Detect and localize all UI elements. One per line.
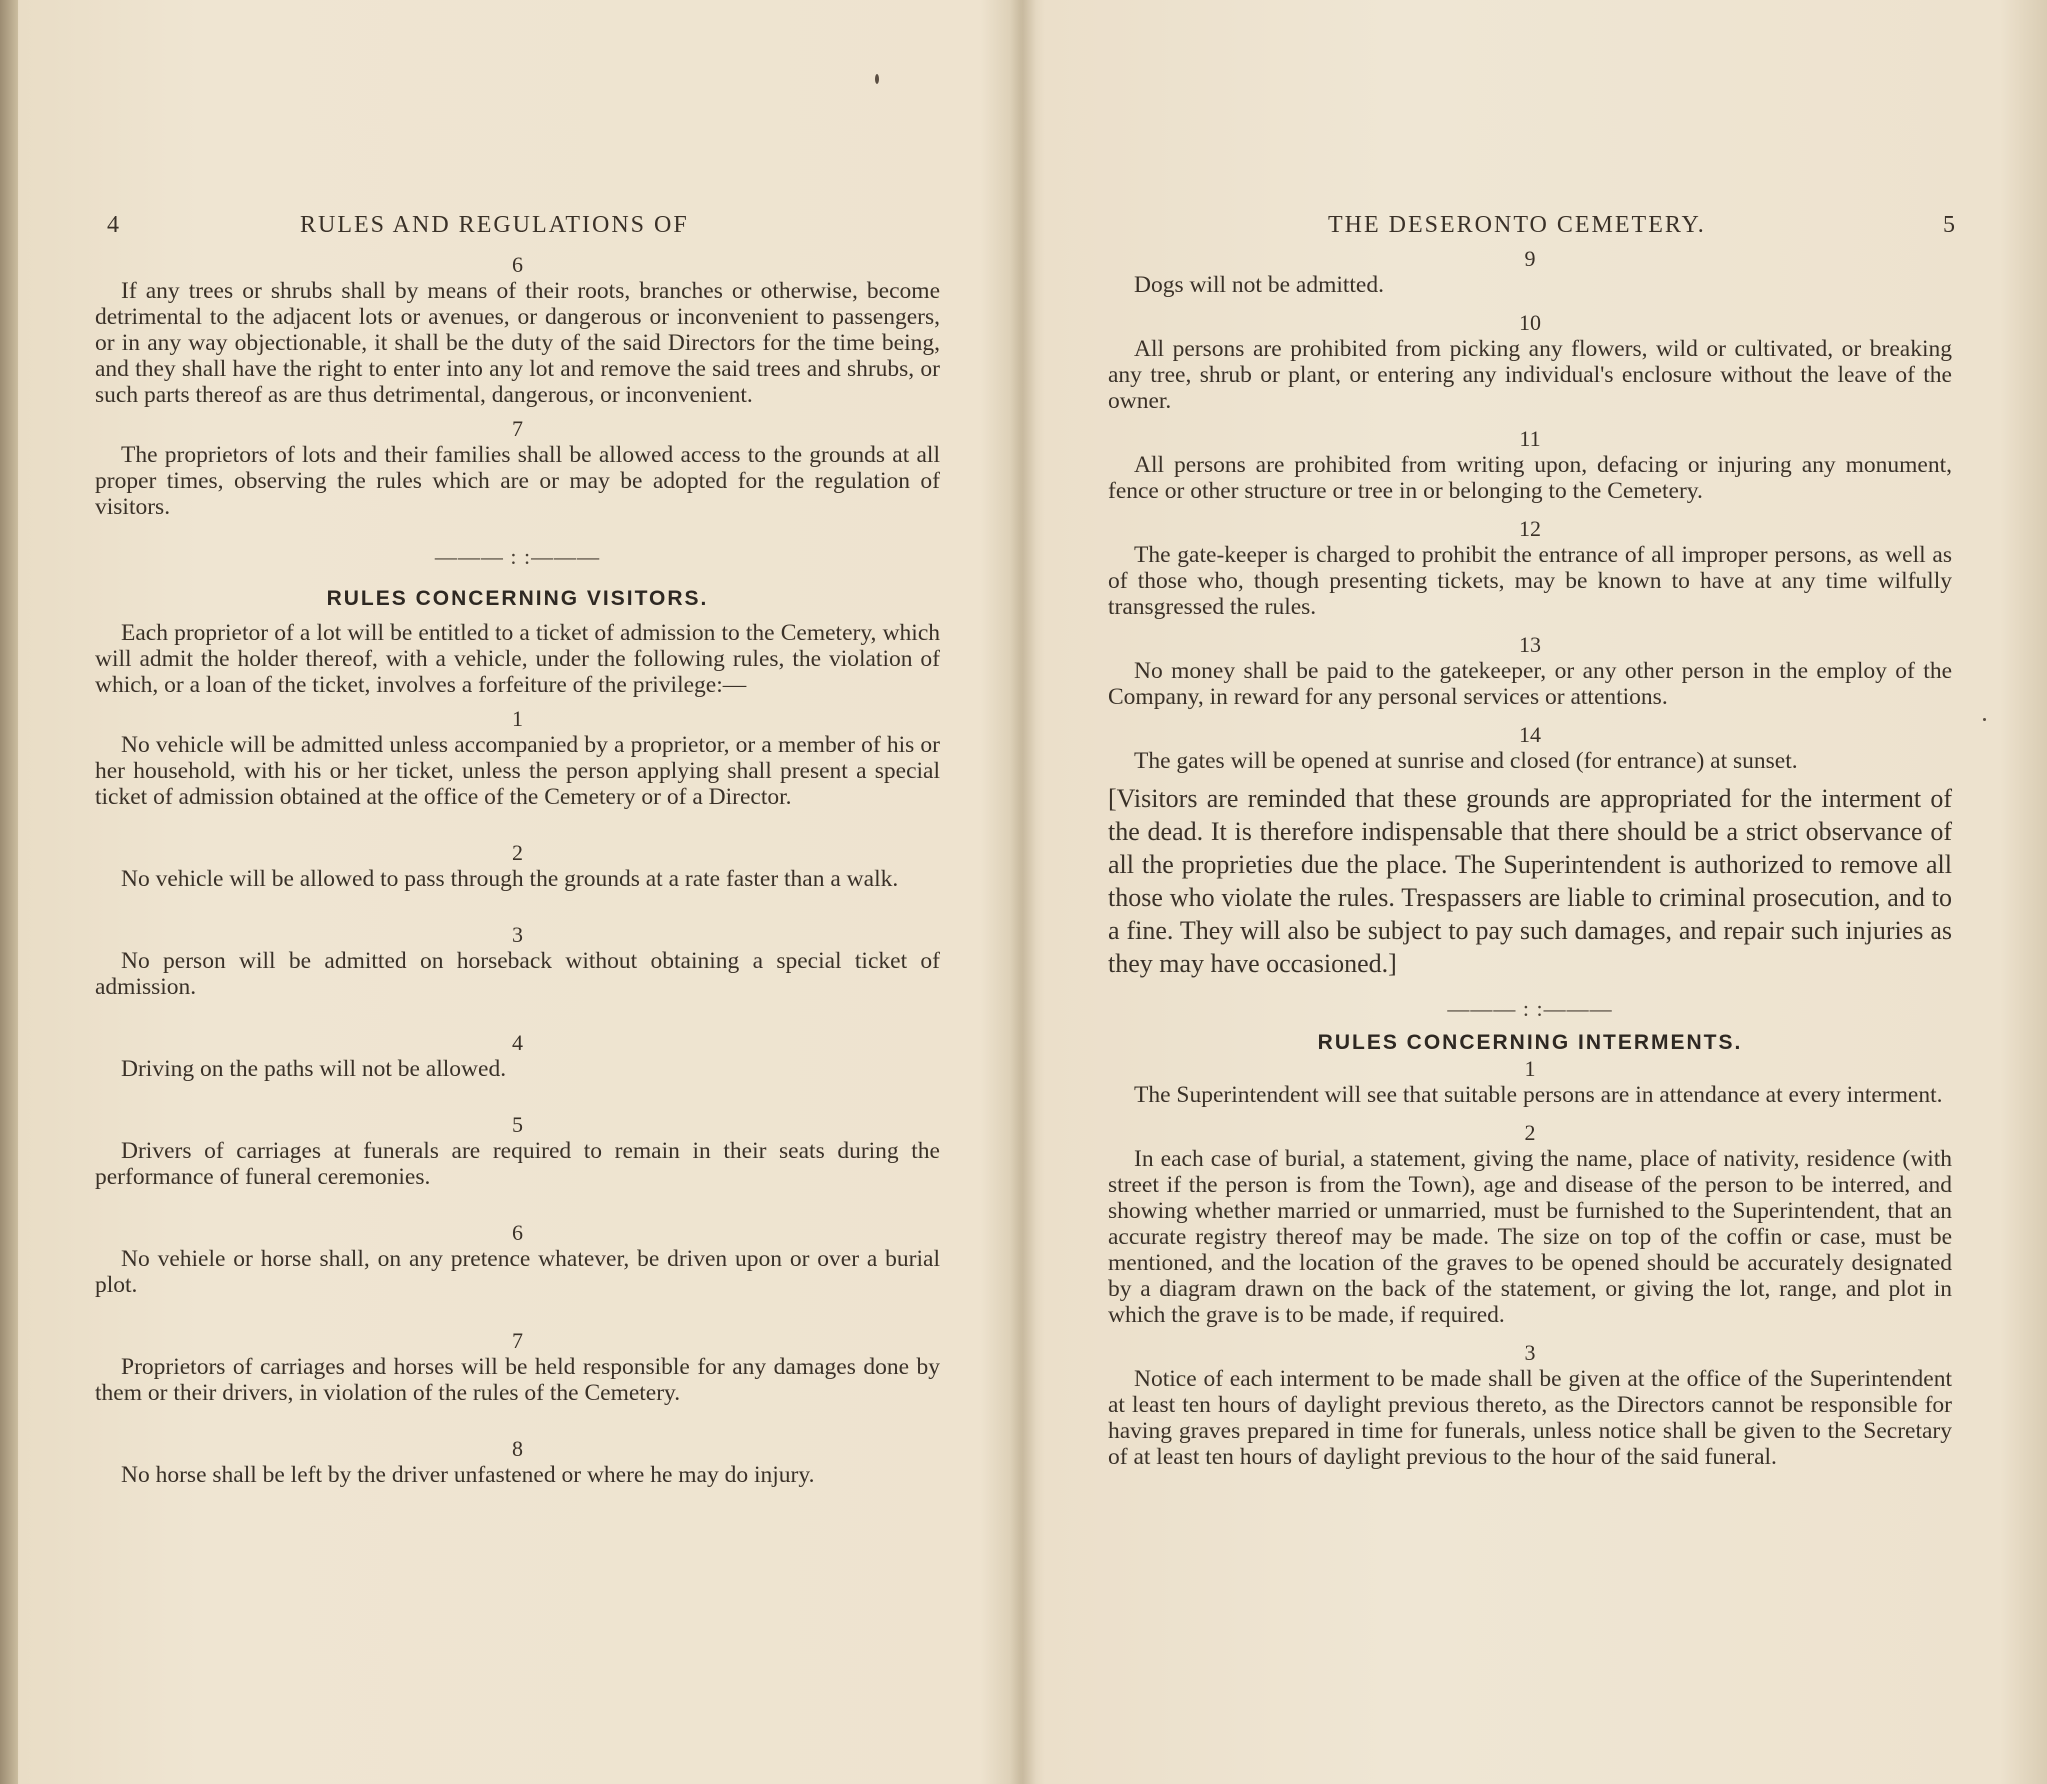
rule-text: All persons are prohibited from picking any flowers, wild or cultivated, or breaking any tree, shrub or plant, or entering any individual's enclosure without the leave of the owner. <box>1108 336 1952 414</box>
section-separator: ——— : :——— <box>1447 996 1613 1021</box>
paper-speck <box>1983 718 1986 721</box>
rule-text: No person will be admitted on horseback without obtaining a special ticket of admission. <box>95 948 940 1000</box>
running-head-title: THE DESERONTO CEMETERY. <box>1328 212 1706 238</box>
visitor-rules-list <box>95 706 940 1488</box>
rule-text: Dogs will not be admitted. <box>1134 272 1384 298</box>
rule-text: Drivers of carriages at funerals are required to remain in their seats during the performance of funeral ceremonies. <box>95 1138 940 1190</box>
page-edge <box>0 0 18 1784</box>
rule-number: 3 <box>1524 1340 1536 1365</box>
visitors-intro: Each proprietor of a lot will be entitled to a ticket of admission to the Cemetery, which will admit the holder thereof, with a vehicle, under the following rules, the violation of which, or a loan of the ticket, involves a forfeiture of the privilege:— <box>95 620 940 698</box>
rule-number: 4 <box>512 1030 523 1055</box>
rule-number: 12 <box>1519 516 1541 541</box>
rule-number: 14 <box>1519 722 1541 747</box>
rule-number: 13 <box>1519 632 1541 657</box>
section-separator: ——— : :——— <box>434 544 601 569</box>
rule-text: Notice of each interment to be made shall be given at the office of the Superintendent at least ten hours of daylight previous thereto, as the Directors cannot be responsible for having graves prepared in time for funerals, unless notice shall be given to the Secretary of at least ten hours of daylight previous to the hour of the said funeral. <box>1108 1366 1952 1470</box>
rule-text: The gates will be opened at sunrise and closed (for entrance) at sunset. <box>1134 748 1798 774</box>
interment-rules-list <box>1108 1056 1952 1470</box>
visitor-notice: [Visitors are reminded that these grounds are appropriated for the interment of the dead. It is therefore indispensable that there should be a strict observance of all the proprieties due the place. The Superintendent is authorized to remove all those who violate the rules. Trespassers are liable to criminal prosecution, and to a fine. They will also be subject to pay such damages, and repair such injuries as they may have occasioned.] <box>1108 784 1952 978</box>
section-heading: RULES CONCERNING INTERMENTS. <box>1317 1031 1743 1054</box>
rule-number: 11 <box>1519 426 1541 451</box>
page-number: 4 <box>107 212 121 238</box>
rule-text: Driving on the paths will not be allowed. <box>121 1056 507 1082</box>
rule-text: No money shall be paid to the gatekeeper, or any other person in the employ of the Company, in reward for any personal services or attentions. <box>1108 658 1952 710</box>
right-content <box>1108 246 1952 1470</box>
rule-number: 1 <box>1524 1056 1536 1081</box>
rule-number: 2 <box>1524 1120 1536 1145</box>
rule-number: 9 <box>1524 246 1536 271</box>
spine-shadow <box>1010 0 1036 1784</box>
rule-text: No vehiele or horse shall, on any pretence whatever, be driven upon or over a burial plot. <box>95 1246 940 1298</box>
right-page <box>1108 0 1957 1784</box>
rule-text: The gate-keeper is charged to prohibit the entrance of all improper persons, as well as of those who, though presenting tickets, may be known to have at any time wilfully transgressed the rules. <box>1108 542 1952 620</box>
running-header <box>95 212 940 242</box>
running-head-title: RULES AND REGULATIONS OF <box>300 212 689 238</box>
rule-number: 1 <box>512 706 523 731</box>
rule-number: 6 <box>512 252 523 277</box>
left-content <box>95 252 940 1488</box>
rule-number: 2 <box>512 840 523 865</box>
rule-text: The Superintendent will see that suitable persons are in attendance at every interment. <box>1134 1082 1943 1108</box>
rule-number: 8 <box>512 1436 523 1461</box>
rule-text: No vehicle will be allowed to pass through the grounds at a rate faster than a walk. <box>121 866 899 892</box>
section-heading: RULES CONCERNING VISITORS. <box>326 587 709 610</box>
rule-text: If any trees or shrubs shall by means of their roots, branches or otherwise, become detrimental to the adjacent lots or avenues, or dangerous or inconvenient to passengers, or in any way objectionable, it shall be the duty of the said Directors for the time being, and they shall have the right to enter into any lot and remove the said trees and shrubs, or such parts thereof as are thus detrimental, dangerous, or inconvenient. <box>95 278 940 408</box>
rule-text: No horse shall be left by the driver unfastened or where he may do injury. <box>121 1462 815 1488</box>
visitor-rules-continued <box>1108 246 1952 774</box>
rule-number: 7 <box>512 416 523 441</box>
rule-number: 3 <box>512 922 523 947</box>
rule-number: 10 <box>1519 310 1541 335</box>
rule-number: 6 <box>512 1220 523 1245</box>
rule-text: All persons are prohibited from writing upon, defacing or injuring any monument, fence or other structure or tree in or belonging to the Cemetery. <box>1108 452 1952 504</box>
rule-text: No vehicle will be admitted unless accompanied by a proprietor, or a member of his or her household, with his or her ticket, unless the person applying shall present a special ticket of admission obtained at the office of the Cemetery or of a Director. <box>95 732 940 810</box>
running-header <box>1108 212 1957 242</box>
rule-text: In each case of burial, a statement, giving the name, place of nativity, residence (with street if the person is from the Town), age and disease of the person to be interred, and showing whether married or unmarried, must be furnished to the Superintendent, that an accurate registry thereof may be made. The size on top of the coffin or case, must be mentioned, and the location of the graves to be opened should be accurately designated by a diagram drawn on the back of the statement, or giving the lot, range, and plot in which the grave is to be made, if required. <box>1108 1146 1952 1328</box>
rule-number: 7 <box>512 1328 523 1353</box>
rule-number: 5 <box>512 1112 523 1137</box>
page-number: 5 <box>1943 212 1957 238</box>
rule-text: The proprietors of lots and their families shall be allowed access to the grounds at all proper times, observing the rules which are or may be adopted for the regulation of visitors. <box>95 442 940 520</box>
rule-text: Proprietors of carriages and horses will be held responsible for any damages done by them or their drivers, in violation of the rules of the Cemetery. <box>95 1354 940 1406</box>
left-page <box>95 0 940 1784</box>
